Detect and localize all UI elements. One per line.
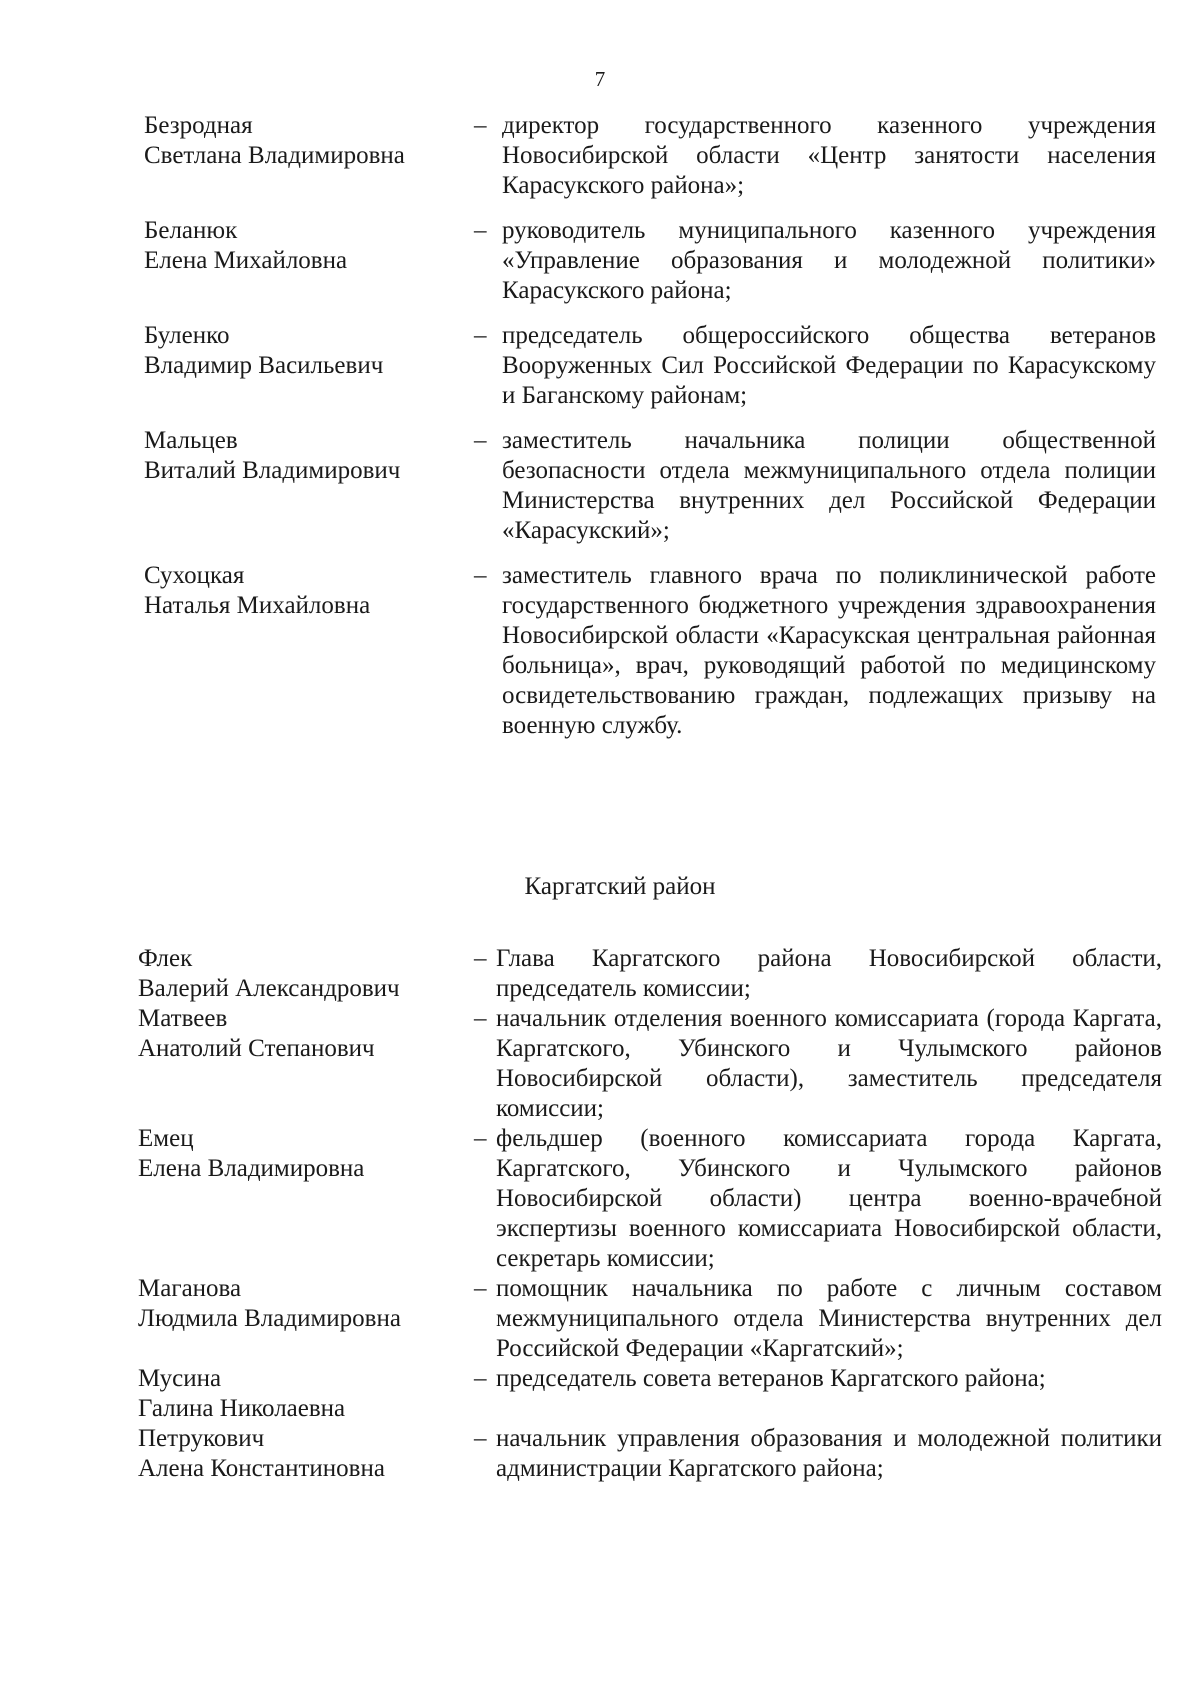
member-name [138,1004,474,1124]
member-given-name: Анатолий Степанович [138,1035,375,1062]
dash: – [474,1005,487,1032]
member-surname: Мальцев [144,427,238,454]
member-entry [138,1424,1162,1484]
dash: – [474,1125,487,1152]
member-name [138,1364,474,1424]
dash: – [474,1365,487,1392]
member-given-name: Виталий Владимирович [144,457,401,484]
member-entry [144,321,1156,411]
member-surname: Флек [138,945,193,972]
member-role [474,1004,1162,1124]
member-entry [138,1274,1162,1364]
member-name [144,321,474,411]
dash: – [474,1425,487,1452]
dash: – [474,427,487,454]
member-given-name: Людмила Владимировна [138,1305,401,1332]
member-surname: Мусина [138,1365,222,1392]
dash: – [474,1275,487,1302]
member-given-name: Валерий Александрович [138,975,400,1002]
member-surname: Беланюк [144,217,238,244]
page-number: 7 [594,67,606,91]
member-role [474,426,1156,546]
dash: – [474,562,487,589]
member-name [144,216,474,306]
dash: – [474,322,487,349]
member-role [474,1424,1162,1484]
member-role [474,1274,1162,1364]
member-entry [144,216,1156,306]
member-surname: Емец [138,1125,194,1152]
member-role-text: помощник начальника по работе с личным составом межмуниципального отдела Министерства внутренних дел Российской Федерации «Каргатский»; [496,1275,1162,1362]
member-entry [138,944,1162,1004]
member-role-text: заместитель начальника полиции общественной безопасности отдела межмуниципального отдела полиции Министерства внутренних дел Российской Федерации «Карасукский»; [502,427,1156,544]
member-given-name: Галина Николаевна [138,1395,346,1422]
member-given-name: Елена Владимировна [138,1155,365,1182]
section-title: Каргатский район [524,873,716,900]
dash: – [474,217,487,244]
member-name [144,111,474,201]
member-surname: Буленко [144,322,230,349]
member-entry [138,1364,1162,1424]
member-entry [144,111,1156,201]
member-name [138,1124,474,1274]
member-entry [144,561,1156,741]
dash: – [474,945,487,972]
member-role-text: председатель совета ветеранов Каргатского района; [496,1365,1046,1392]
member-role-text: директор государственного казенного учреждения Новосибирской области «Центр занятости населения Карасукского района»; [502,112,1156,199]
member-role [474,561,1156,741]
dash: – [474,112,487,139]
members-list-kargat [138,944,1162,1484]
member-role [474,216,1156,306]
member-name [144,426,474,546]
member-entry [144,426,1156,546]
member-surname: Петрукович [138,1425,265,1452]
member-name [138,1274,474,1364]
member-role [474,1364,1162,1424]
member-entry [138,1004,1162,1124]
member-role [474,321,1156,411]
member-surname: Сухоцкая [144,562,245,589]
member-name [144,561,474,741]
member-surname: Матвеев [138,1005,228,1032]
member-given-name: Алена Константиновна [138,1455,385,1482]
member-name [138,1424,474,1484]
member-role [474,111,1156,201]
member-given-name: Наталья Михайловна [144,592,371,619]
members-list-karasuk [144,111,1156,756]
member-role-text: Глава Каргатского района Новосибирской области, председатель комиссии; [496,945,1162,1002]
member-surname: Маганова [138,1275,242,1302]
member-role-text: начальник управления образования и молодежной политики администрации Каргатского района; [496,1425,1162,1482]
member-role-text: начальник отделения военного комиссариата (города Каргата, Каргатского, Убинского и Чулымского районов Новосибирской области), заместитель председателя комиссии; [496,1005,1162,1122]
member-given-name: Елена Михайловна [144,247,348,274]
member-entry [138,1124,1162,1274]
member-role [474,1124,1162,1274]
member-name [138,944,474,1004]
member-role [474,944,1162,1004]
member-given-name: Владимир Васильевич [144,352,384,379]
member-role-text: заместитель главного врача по поликлинической работе государственного бюджетного учреждения здравоохранения Новосибирской области «Карасукская центральная районная больница», врач, руководящий работой по медицинскому освидетельствованию граждан, подлежащих призыву на военную службу. [502,562,1156,739]
member-given-name: Светлана Владимировна [144,142,405,169]
member-role-text: фельдшер (военного комиссариата города Каргата, Каргатского, Убинского и Чулымского районов Новосибирской области) центра военно-врачебной экспертизы военного комиссариата Новосибирской области, секретарь комиссии; [496,1125,1162,1272]
member-role-text: председатель общероссийского общества ветеранов Вооруженных Сил Российской Федерации по Карасукскому и Баганскому районам; [502,322,1156,409]
member-surname: Безродная [144,112,253,139]
member-role-text: руководитель муниципального казенного учреждения «Управление образования и молодежной политики» Карасукского района; [502,217,1156,304]
